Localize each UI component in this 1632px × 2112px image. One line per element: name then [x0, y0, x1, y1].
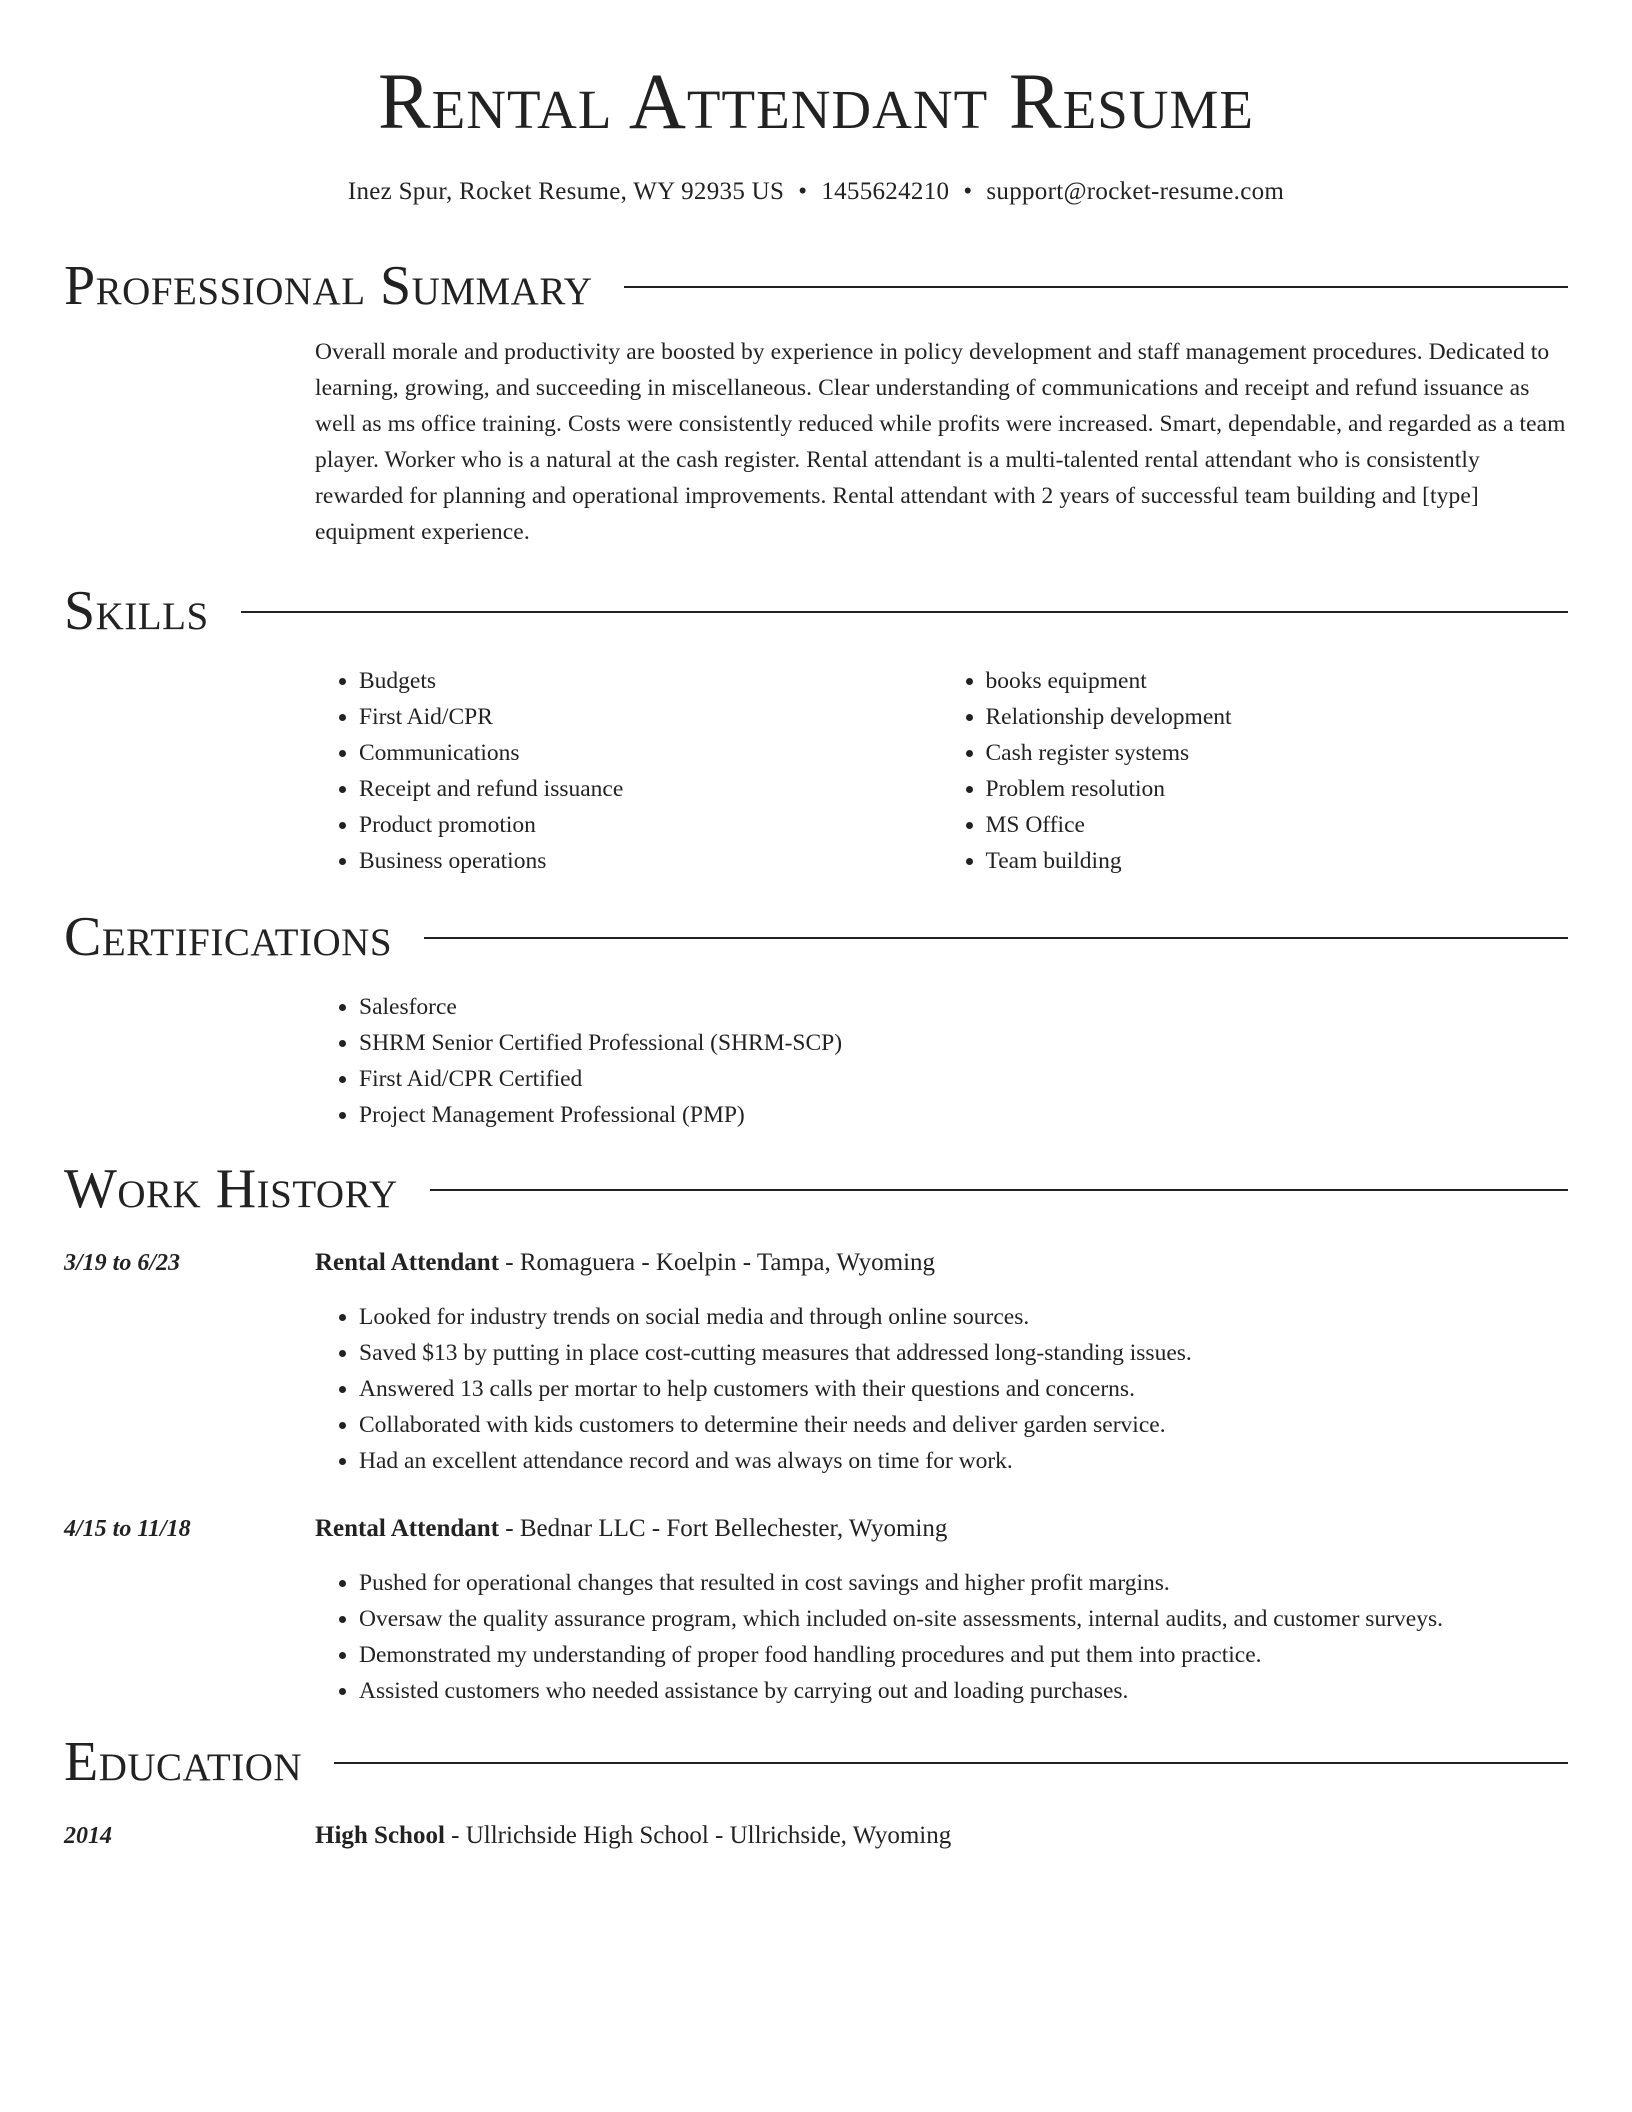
certifications-section-header — [64, 904, 1568, 970]
certification-item: • First Aid/CPR Certified — [359, 1061, 1568, 1097]
skills-heading: Skills — [64, 580, 209, 642]
skill-item: • Budgets — [359, 663, 942, 699]
work-section-header — [64, 1156, 1568, 1222]
job-duty-item: • Saved $13 by putting in place cost-cutting measures that addressed long-standing issues. — [359, 1335, 1568, 1371]
education-entry — [315, 1818, 1568, 1854]
contact-email: support@rocket-resume.com — [986, 178, 1285, 205]
job-duty-item: • Oversaw the quality assurance program, which included on-site assessments, internal audits, and customer surveys. — [359, 1601, 1568, 1637]
job-duties — [315, 1299, 1568, 1479]
section-divider — [334, 1762, 1568, 1764]
contact-line — [64, 176, 1568, 208]
education-year: 2014 — [64, 1823, 112, 1849]
certification-item: • Project Management Professional (PMP) — [359, 1097, 1568, 1133]
section-divider — [624, 286, 1568, 288]
skill-item: • Product promotion — [359, 807, 942, 843]
education-heading: Education — [64, 1731, 303, 1793]
job-duty-item: • Assisted customers who needed assistance by carrying out and loading purchases. — [359, 1673, 1568, 1709]
skill-item: • Problem resolution — [986, 771, 1569, 807]
skill-item: • Cash register systems — [986, 735, 1569, 771]
skills-section-header — [64, 578, 1568, 644]
certification-item: • SHRM Senior Certified Professional (SHRM-SCP) — [359, 1025, 1568, 1061]
skills-list-right — [942, 663, 1569, 879]
job-entry — [315, 1245, 1568, 1479]
job-duty-item: • Answered 13 calls per mortar to help customers with their questions and concerns. — [359, 1371, 1568, 1407]
job-dates: 4/15 to 11/18 — [64, 1516, 191, 1542]
job-title: Rental Attendant — [315, 1249, 500, 1276]
contact-separator: • — [798, 178, 808, 205]
summary-heading: Professional Summary — [64, 255, 593, 317]
certifications-block — [315, 989, 1568, 1133]
education-heading-line — [315, 1818, 1568, 1854]
job-duty-item: • Looked for industry trends on social media and through online sources. — [359, 1299, 1568, 1335]
skill-item: • MS Office — [986, 807, 1569, 843]
education-section-header — [64, 1729, 1568, 1795]
job-duties — [315, 1565, 1568, 1709]
contact-separator: • — [963, 178, 973, 205]
section-divider — [241, 611, 1568, 613]
skills-list-left — [315, 663, 942, 879]
job-duty-item: • Pushed for operational changes that resulted in cost savings and higher profit margins. — [359, 1565, 1568, 1601]
skill-item: • First Aid/CPR — [359, 699, 942, 735]
skill-item: • Relationship development — [986, 699, 1569, 735]
skill-item: • Receipt and refund issuance — [359, 771, 942, 807]
summary-text: Overall morale and productivity are boosted by experience in policy development and staff management procedures. Dedicated to learning, growing, and succeeding in miscellaneous. Clear understanding of communications and receipt and refund issuance as well as ms office training. Costs were consistently reduced while profits were increased. Smart, dependable, and regarded as a team player. Worker who is a natural at the cash register. Rental attendant is a multi-talented rental attendant who is consistently rewarded for planning and operational improvements. Rental attendant with 2 years of successful team building and [type] equipment experience. — [315, 339, 1566, 545]
skill-item: • Team building — [986, 843, 1569, 879]
skill-item: • books equipment — [986, 663, 1569, 699]
job-title: Rental Attendant — [315, 1515, 500, 1542]
job-duty-item: • Collaborated with kids customers to determine their needs and deliver garden service. — [359, 1407, 1568, 1443]
contact-phone: 1455624210 — [821, 178, 950, 205]
job-employer: - Bednar LLC - Fort Bellechester, Wyoming — [499, 1515, 948, 1542]
summary-section-header — [64, 253, 1568, 319]
certifications-list — [315, 989, 1568, 1133]
certifications-heading: Certifications — [64, 906, 393, 968]
job-heading — [315, 1511, 1568, 1547]
job-heading — [315, 1245, 1568, 1281]
resume-title: Rental Attendant Resume — [377, 59, 1255, 146]
skill-item: • Business operations — [359, 843, 942, 879]
education-degree: High School — [315, 1822, 445, 1849]
contact-address: Inez Spur, Rocket Resume, WY 92935 US — [347, 178, 785, 205]
job-duty-item: • Demonstrated my understanding of proper food handling procedures and put them into practice. — [359, 1637, 1568, 1673]
job-entry — [315, 1511, 1568, 1709]
certification-item: • Salesforce — [359, 989, 1568, 1025]
job-dates: 3/19 to 6/23 — [64, 1250, 181, 1276]
section-divider — [430, 1189, 1568, 1191]
skill-item: • Communications — [359, 735, 942, 771]
education-school: - Ullrichside High School - Ullrichside, Wyoming — [444, 1822, 952, 1849]
summary-block — [315, 334, 1568, 550]
job-employer: - Romaguera - Koelpin - Tampa, Wyoming — [499, 1249, 936, 1276]
skills-block — [315, 663, 1568, 879]
job-duty-item: • Had an excellent attendance record and was always on time for work. — [359, 1443, 1568, 1479]
section-divider — [424, 937, 1568, 939]
work-heading: Work History — [64, 1158, 398, 1220]
